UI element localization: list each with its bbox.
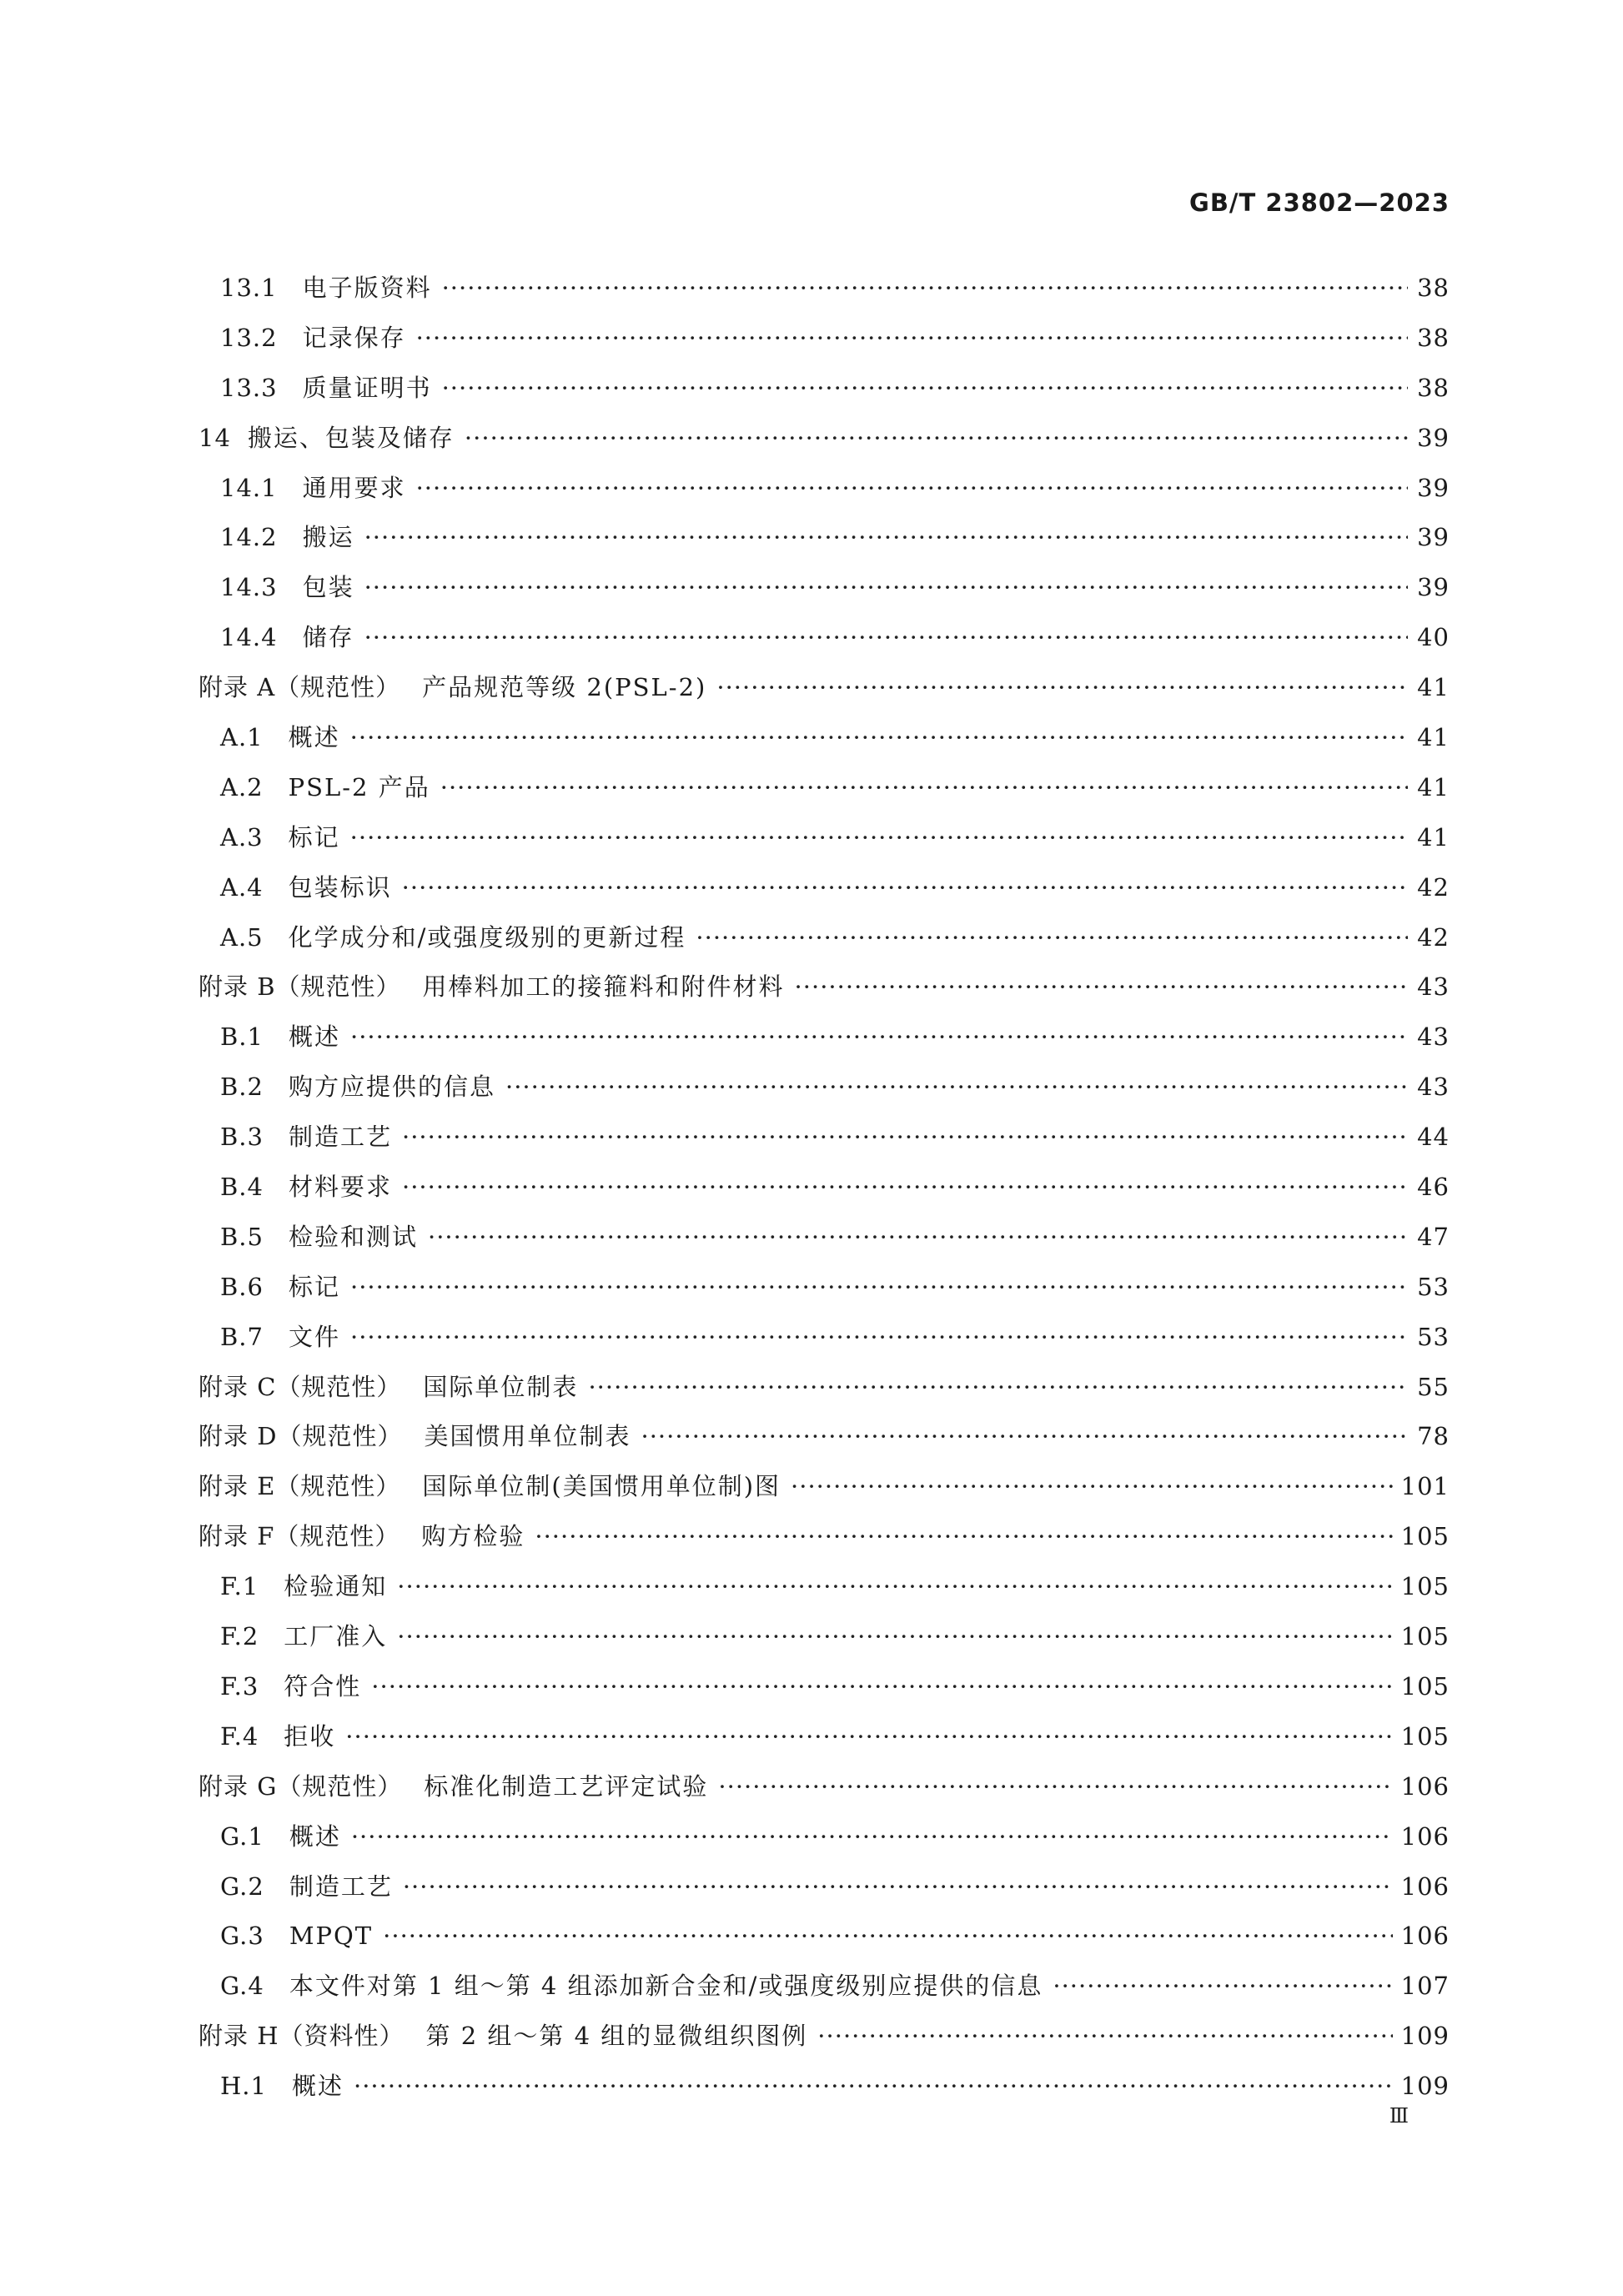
toc-entry-title: 化学成分和/或强度级别的更新过程 bbox=[288, 922, 686, 952]
toc-entry-page: 105 bbox=[1400, 1721, 1450, 1751]
toc-entry[interactable] bbox=[198, 1063, 1450, 1113]
toc-entry-title: 国际单位制表 bbox=[423, 1372, 579, 1401]
toc-entry-number: 附录 G（规范性） bbox=[198, 1771, 403, 1801]
toc-entry-number: H.1 bbox=[220, 2072, 267, 2101]
toc-entry-title: 工厂准入 bbox=[284, 1622, 388, 1651]
toc-leader-dots bbox=[345, 1712, 1392, 1762]
page-number: Ⅲ bbox=[1389, 2104, 1408, 2128]
toc-entry-title: 购方应提供的信息 bbox=[288, 1073, 495, 1102]
toc-entry-title: 概述 bbox=[288, 723, 340, 752]
toc-entry-number: 13.1 bbox=[220, 274, 278, 302]
toc-entry[interactable] bbox=[198, 2012, 1450, 2062]
toc-entry[interactable] bbox=[198, 1712, 1450, 1762]
toc-leader-dots bbox=[505, 1063, 1408, 1113]
toc-leader-dots bbox=[440, 763, 1408, 813]
toc-entry-number: 附录 C（规范性） bbox=[198, 1372, 402, 1401]
toc-entry-number: 14.4 bbox=[220, 623, 278, 652]
toc-entry-number: G.3 bbox=[220, 1922, 264, 1951]
toc-entry[interactable] bbox=[198, 1562, 1450, 1612]
toc-entry[interactable] bbox=[198, 863, 1450, 913]
toc-entry[interactable] bbox=[198, 962, 1450, 1012]
toc-entry[interactable] bbox=[198, 1812, 1450, 1862]
toc-entry-title: 用棒料加工的接箍料和附件材料 bbox=[422, 972, 785, 1002]
toc-entry-title: 购方检验 bbox=[421, 1522, 525, 1551]
toc-entry-page: 109 bbox=[1400, 2022, 1450, 2051]
toc-leader-dots bbox=[1053, 1962, 1392, 2012]
toc-entry-number: B.4 bbox=[220, 1173, 264, 1202]
toc-entry-page: 41 bbox=[1417, 723, 1450, 752]
toc-entry-title: 质量证明书 bbox=[302, 373, 432, 402]
toc-entry-number: 附录 A（规范性） bbox=[198, 673, 401, 702]
toc-leader-dots bbox=[588, 1363, 1408, 1413]
toc-entry-number: 附录 E（规范性） bbox=[198, 1472, 401, 1501]
toc-entry-title: 标记 bbox=[288, 822, 340, 852]
toc-entry-title: 本文件对第 1 组～第 4 组添加新合金和/或强度级别应提供的信息 bbox=[289, 1972, 1043, 2001]
toc-entry[interactable] bbox=[198, 513, 1450, 563]
toc-entry[interactable] bbox=[198, 613, 1450, 663]
toc-entry-number: F.2 bbox=[220, 1622, 259, 1651]
toc-leader-dots bbox=[817, 2012, 1392, 2062]
toc-entry-title: 国际单位制(美国惯用单位制)图 bbox=[422, 1472, 781, 1501]
toc-entry-page: 106 bbox=[1400, 1922, 1450, 1951]
toc-entry-page: 43 bbox=[1417, 1073, 1450, 1102]
toc-entry-page: 105 bbox=[1400, 1522, 1450, 1551]
toc-leader-dots bbox=[402, 1163, 1408, 1213]
toc-leader-dots bbox=[791, 1462, 1393, 1512]
toc-entry[interactable] bbox=[198, 314, 1450, 364]
toc-entry[interactable] bbox=[198, 464, 1450, 514]
toc-entry-page: 109 bbox=[1400, 2072, 1450, 2101]
toc-entry-title: 包装 bbox=[302, 573, 354, 602]
toc-entry-number: 附录 D（规范性） bbox=[198, 1422, 403, 1451]
toc-entry-number: F.3 bbox=[220, 1671, 259, 1701]
toc-entry-page: 47 bbox=[1417, 1222, 1450, 1251]
toc-entry[interactable] bbox=[198, 1512, 1450, 1562]
toc-entry-page: 40 bbox=[1417, 623, 1450, 652]
toc-entry-number: 13.2 bbox=[220, 323, 278, 352]
toc-leader-dots bbox=[535, 1512, 1392, 1562]
toc-leader-dots bbox=[350, 1313, 1408, 1363]
toc-leader-dots bbox=[696, 913, 1408, 963]
toc-entry[interactable] bbox=[198, 563, 1450, 613]
toc-entry-title: 材料要求 bbox=[288, 1173, 392, 1202]
toc-entry-page: 53 bbox=[1417, 1322, 1450, 1351]
toc-leader-dots bbox=[354, 2062, 1393, 2112]
toc-leader-dots bbox=[350, 813, 1408, 863]
toc-entry-title: 电子版资料 bbox=[302, 274, 432, 302]
toc-entry-number: 附录 H（资料性） bbox=[198, 2022, 404, 2051]
toc-entry[interactable] bbox=[198, 913, 1450, 963]
toc-entry-number: 14.1 bbox=[220, 473, 278, 502]
toc-entry-page: 39 bbox=[1417, 523, 1450, 552]
toc-entry-page: 38 bbox=[1417, 373, 1450, 402]
toc-entry-number: A.5 bbox=[220, 922, 264, 952]
toc-entry[interactable] bbox=[198, 713, 1450, 763]
toc-entry-number: B.1 bbox=[220, 1022, 264, 1052]
toc-entry-number: 附录 B（规范性） bbox=[198, 972, 401, 1002]
toc-entry-title: 概述 bbox=[291, 2072, 344, 2101]
toc-entry[interactable] bbox=[198, 1263, 1450, 1313]
standard-code-header: GB/T 23802—2023 bbox=[1189, 188, 1450, 217]
toc-entry-number: G.4 bbox=[220, 1972, 264, 2001]
toc-entry-number: 14.2 bbox=[220, 523, 278, 552]
toc-leader-dots bbox=[442, 264, 1408, 314]
toc-entry-title: 搬运 bbox=[302, 523, 354, 552]
toc-entry-number: B.2 bbox=[220, 1073, 264, 1102]
toc-entry-page: 106 bbox=[1400, 1821, 1450, 1851]
toc-leader-dots bbox=[402, 1113, 1408, 1163]
toc-entry[interactable] bbox=[198, 2062, 1450, 2112]
toc-entry-number: F.1 bbox=[220, 1572, 259, 1601]
toc-entry[interactable] bbox=[198, 1862, 1450, 1912]
toc-entry-page: 106 bbox=[1400, 1871, 1450, 1901]
toc-entry-number: 14 bbox=[198, 423, 231, 452]
toc-entry-title: 检验通知 bbox=[284, 1572, 388, 1601]
toc-entry[interactable] bbox=[198, 663, 1450, 713]
toc-entry-title: 概述 bbox=[289, 1821, 341, 1851]
toc-entry-page: 53 bbox=[1417, 1272, 1450, 1301]
toc-entry-page: 41 bbox=[1417, 673, 1450, 702]
toc-leader-dots bbox=[351, 1812, 1393, 1862]
toc-leader-dots bbox=[403, 1862, 1393, 1912]
toc-entry-title: 文件 bbox=[288, 1322, 340, 1351]
toc-entry-page: 39 bbox=[1417, 423, 1450, 452]
toc-leader-dots bbox=[716, 663, 1408, 713]
toc-entry-number: A.1 bbox=[220, 723, 264, 752]
toc-leader-dots bbox=[465, 414, 1408, 464]
toc-entry-number: B.3 bbox=[220, 1123, 264, 1152]
toc-entry[interactable] bbox=[198, 1163, 1450, 1213]
toc-entry-page: 44 bbox=[1417, 1123, 1450, 1152]
toc-leader-dots bbox=[350, 1263, 1408, 1313]
toc-leader-dots bbox=[397, 1562, 1392, 1612]
toc-leader-dots bbox=[364, 513, 1408, 563]
toc-entry[interactable] bbox=[198, 1462, 1450, 1512]
toc-entry-title: 检验和测试 bbox=[288, 1222, 418, 1251]
toc-entry-number: 13.3 bbox=[220, 373, 278, 402]
toc-entry[interactable] bbox=[198, 1412, 1450, 1462]
toc-entry[interactable] bbox=[198, 414, 1450, 464]
toc-entry-page: 106 bbox=[1400, 1771, 1450, 1801]
toc-entry-title: 标记 bbox=[288, 1272, 340, 1301]
toc-entry-title: 产品规范等级 2(PSL-2) bbox=[422, 673, 707, 702]
toc-entry[interactable] bbox=[198, 763, 1450, 813]
toc-entry[interactable] bbox=[198, 1113, 1450, 1163]
table-of-contents bbox=[198, 264, 1450, 2112]
toc-leader-dots bbox=[416, 464, 1408, 514]
toc-entry-page: 55 bbox=[1417, 1372, 1450, 1401]
toc-entry-page: 38 bbox=[1417, 323, 1450, 352]
toc-entry-number: F.4 bbox=[220, 1721, 259, 1751]
toc-entry[interactable] bbox=[198, 1363, 1450, 1413]
toc-leader-dots bbox=[364, 613, 1408, 663]
toc-entry[interactable] bbox=[198, 1313, 1450, 1363]
toc-entry-title: 包装标识 bbox=[288, 872, 392, 902]
toc-entry-page: 105 bbox=[1400, 1572, 1450, 1601]
toc-entry[interactable] bbox=[198, 1762, 1450, 1812]
toc-entry[interactable] bbox=[198, 1213, 1450, 1263]
toc-entry-page: 39 bbox=[1417, 573, 1450, 602]
toc-entry-title: 拒收 bbox=[284, 1721, 336, 1751]
toc-entry-page: 107 bbox=[1400, 1972, 1450, 2001]
toc-entry-number: 14.3 bbox=[220, 573, 278, 602]
toc-entry-title: 记录保存 bbox=[302, 323, 406, 352]
toc-entry-number: B.6 bbox=[220, 1272, 264, 1301]
toc-leader-dots bbox=[371, 1662, 1392, 1712]
toc-entry-title: MPQT bbox=[289, 1922, 374, 1951]
toc-entry-title: 美国惯用单位制表 bbox=[424, 1422, 631, 1451]
toc-leader-dots bbox=[442, 364, 1408, 414]
toc-entry-title: 标准化制造工艺评定试验 bbox=[424, 1771, 709, 1801]
toc-leader-dots bbox=[397, 1612, 1392, 1662]
toc-leader-dots bbox=[641, 1412, 1409, 1462]
toc-leader-dots bbox=[350, 1012, 1408, 1063]
toc-entry-page: 105 bbox=[1400, 1671, 1450, 1701]
toc-entry-page: 41 bbox=[1417, 822, 1450, 852]
toc-entry-page: 42 bbox=[1417, 872, 1450, 902]
toc-entry-page: 101 bbox=[1400, 1472, 1450, 1501]
toc-entry-page: 43 bbox=[1417, 1022, 1450, 1052]
toc-entry-number: A.3 bbox=[220, 822, 264, 852]
toc-entry-title: 概述 bbox=[288, 1022, 340, 1052]
toc-entry-page: 39 bbox=[1417, 473, 1450, 502]
toc-entry-page: 42 bbox=[1417, 922, 1450, 952]
toc-entry-title: 搬运、包装及储存 bbox=[247, 423, 455, 452]
toc-entry-title: 制造工艺 bbox=[289, 1871, 393, 1901]
toc-entry-number: G.1 bbox=[220, 1821, 264, 1851]
toc-entry-number: B.7 bbox=[220, 1322, 264, 1351]
toc-leader-dots bbox=[428, 1213, 1408, 1263]
toc-leader-dots bbox=[416, 314, 1408, 364]
toc-entry[interactable] bbox=[198, 1012, 1450, 1063]
toc-entry-page: 41 bbox=[1417, 772, 1450, 801]
toc-leader-dots bbox=[350, 713, 1408, 763]
toc-entry-title: 储存 bbox=[302, 623, 354, 652]
toc-entry[interactable] bbox=[198, 813, 1450, 863]
toc-entry[interactable] bbox=[198, 1912, 1450, 1962]
toc-leader-dots bbox=[795, 962, 1408, 1012]
toc-entry-title: 第 2 组～第 4 组的显微组织图例 bbox=[425, 2022, 808, 2051]
toc-entry[interactable] bbox=[198, 1662, 1450, 1712]
toc-entry-number: 附录 F（规范性） bbox=[198, 1522, 400, 1551]
toc-entry-page: 105 bbox=[1400, 1622, 1450, 1651]
toc-entry[interactable] bbox=[198, 1612, 1450, 1662]
toc-entry-page: 46 bbox=[1417, 1173, 1450, 1202]
toc-entry-page: 43 bbox=[1417, 972, 1450, 1002]
toc-entry[interactable] bbox=[198, 1962, 1450, 2012]
toc-entry-number: A.4 bbox=[220, 872, 264, 902]
toc-entry-page: 78 bbox=[1417, 1422, 1450, 1451]
toc-entry-page: 38 bbox=[1417, 274, 1450, 302]
toc-entry[interactable] bbox=[198, 364, 1450, 414]
toc-entry-number: A.2 bbox=[220, 772, 264, 801]
toc-entry[interactable] bbox=[198, 264, 1450, 314]
toc-leader-dots bbox=[364, 563, 1408, 613]
toc-entry-title: 制造工艺 bbox=[288, 1123, 392, 1152]
toc-entry-number: G.2 bbox=[220, 1871, 264, 1901]
toc-leader-dots bbox=[383, 1912, 1393, 1962]
toc-entry-title: PSL-2 产品 bbox=[288, 772, 430, 801]
toc-entry-title: 通用要求 bbox=[302, 473, 406, 502]
toc-leader-dots bbox=[402, 863, 1408, 913]
toc-entry-title: 符合性 bbox=[284, 1671, 362, 1701]
toc-leader-dots bbox=[718, 1762, 1392, 1812]
toc-entry-number: B.5 bbox=[220, 1222, 264, 1251]
